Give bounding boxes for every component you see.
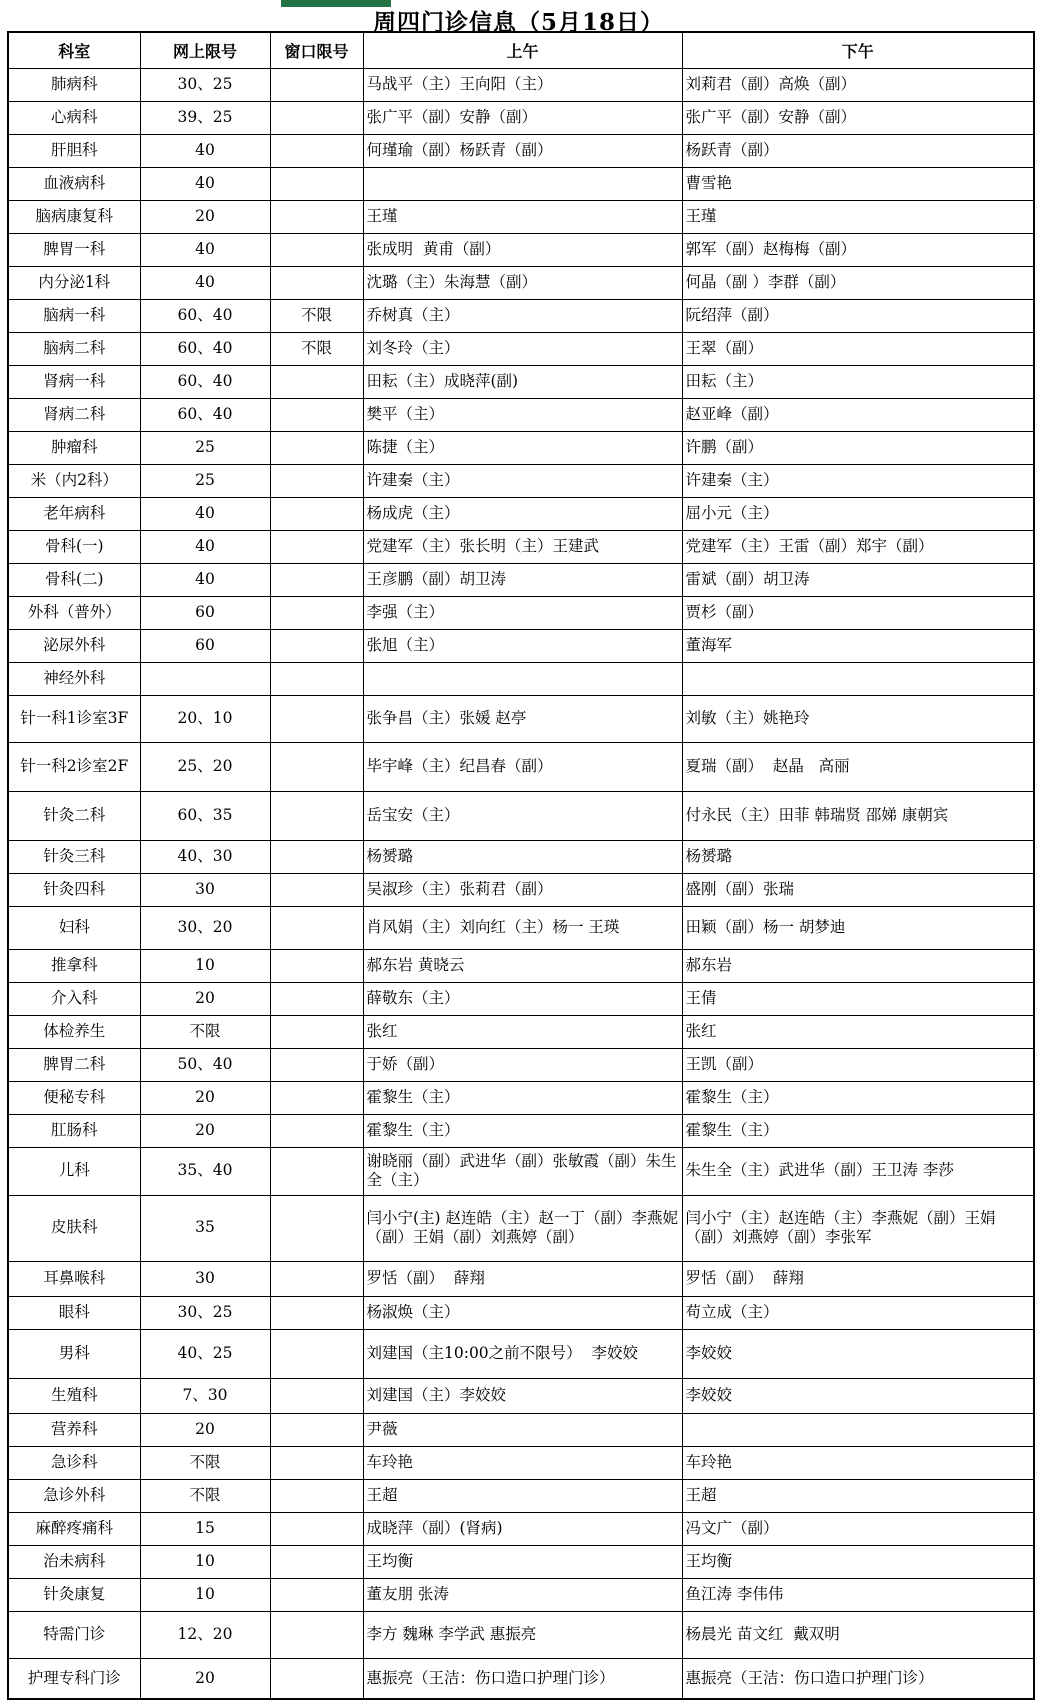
afternoon-doctors-cell: 惠振亮（王洁：伤口造口护理门诊） — [682, 1658, 1034, 1699]
afternoon-doctors-cell: 杨赟璐 — [682, 840, 1034, 873]
online-limit-cell: 40 — [140, 563, 270, 596]
morning-doctors-cell: 杨成虎（主） — [363, 497, 682, 530]
department-cell: 神经外科 — [8, 662, 140, 695]
table-row — [8, 1081, 1034, 1114]
afternoon-doctors-cell: 许建秦（主） — [682, 464, 1034, 497]
window-limit-cell — [270, 1296, 363, 1329]
window-limit-cell — [270, 563, 363, 596]
department-cell: 耳鼻喉科 — [8, 1261, 140, 1296]
morning-doctors-cell: 惠振亮（王洁：伤口造口护理门诊） — [363, 1658, 682, 1699]
table-row — [8, 1545, 1034, 1578]
morning-doctors-cell: 杨淑焕（主） — [363, 1296, 682, 1329]
online-limit-cell: 25、20 — [140, 742, 270, 791]
online-limit-cell: 50、40 — [140, 1048, 270, 1081]
department-cell: 妇科 — [8, 906, 140, 949]
online-limit-cell: 60、40 — [140, 332, 270, 365]
afternoon-doctors-cell: 田耘（主） — [682, 365, 1034, 398]
department-cell: 脑病二科 — [8, 332, 140, 365]
online-limit-cell: 10 — [140, 1545, 270, 1578]
online-limit-cell: 12、20 — [140, 1611, 270, 1658]
window-limit-cell — [270, 982, 363, 1015]
morning-doctors-cell: 于娇（副） — [363, 1048, 682, 1081]
morning-doctors-cell — [363, 662, 682, 695]
online-limit-cell: 35、40 — [140, 1147, 270, 1195]
department-cell: 治未病科 — [8, 1545, 140, 1578]
window-limit-cell: 不限 — [270, 332, 363, 365]
afternoon-doctors-cell: 闫小宁（主）赵连皓（主）李燕妮（副）王娟（副）刘燕婷（副）李张军 — [682, 1195, 1034, 1261]
department-cell: 骨科(二) — [8, 563, 140, 596]
department-cell: 针灸康复 — [8, 1578, 140, 1611]
morning-doctors-cell: 陈捷（主） — [363, 431, 682, 464]
department-cell: 肛肠科 — [8, 1114, 140, 1147]
afternoon-doctors-cell: 李姣姣 — [682, 1378, 1034, 1413]
morning-doctors-cell: 马战平（主）王向阳（主） — [363, 68, 682, 101]
morning-doctors-cell: 王均衡 — [363, 1545, 682, 1578]
department-cell: 血液病科 — [8, 167, 140, 200]
department-cell: 急诊外科 — [8, 1479, 140, 1512]
online-limit-cell: 60 — [140, 596, 270, 629]
window-limit-cell — [270, 431, 363, 464]
window-limit-cell — [270, 662, 363, 695]
department-cell: 骨科(一) — [8, 530, 140, 563]
department-cell: 护理专科门诊 — [8, 1658, 140, 1699]
afternoon-doctors-cell: 王超 — [682, 1479, 1034, 1512]
online-limit-cell: 20 — [140, 1081, 270, 1114]
table-row — [8, 1658, 1034, 1699]
online-limit-cell: 35 — [140, 1195, 270, 1261]
morning-doctors-cell: 肖风娟（主）刘向红（主）杨一 王瑛 — [363, 906, 682, 949]
online-limit-cell: 25 — [140, 464, 270, 497]
online-limit-cell: 20 — [140, 1114, 270, 1147]
online-limit-cell: 60、40 — [140, 398, 270, 431]
morning-doctors-cell: 张争昌（主）张媛 赵亭 — [363, 695, 682, 742]
morning-doctors-cell: 毕宇峰（主）纪昌春（副） — [363, 742, 682, 791]
table-row — [8, 596, 1034, 629]
afternoon-doctors-cell: 王均衡 — [682, 1545, 1034, 1578]
afternoon-doctors-cell: 鱼江涛 李伟伟 — [682, 1578, 1034, 1611]
table-row — [8, 629, 1034, 662]
morning-doctors-cell: 刘建国（主）李姣姣 — [363, 1378, 682, 1413]
window-limit-cell — [270, 906, 363, 949]
window-limit-cell — [270, 101, 363, 134]
online-limit-cell: 10 — [140, 949, 270, 982]
department-cell: 心病科 — [8, 101, 140, 134]
department-cell: 介入科 — [8, 982, 140, 1015]
table-row — [8, 695, 1034, 742]
department-cell: 肿瘤科 — [8, 431, 140, 464]
window-limit-cell — [270, 1658, 363, 1699]
outpatient-schedule-table — [7, 31, 1035, 1700]
table-row — [8, 1147, 1034, 1195]
header-morning: 上午 — [363, 32, 682, 68]
online-limit-cell: 30 — [140, 1261, 270, 1296]
table-row — [8, 167, 1034, 200]
table-row — [8, 365, 1034, 398]
afternoon-doctors-cell: 屈小元（主） — [682, 497, 1034, 530]
afternoon-doctors-cell: 贾杉（副） — [682, 596, 1034, 629]
window-limit-cell — [270, 1048, 363, 1081]
window-limit-cell — [270, 695, 363, 742]
online-limit-cell: 15 — [140, 1512, 270, 1545]
morning-doctors-cell: 李强（主） — [363, 596, 682, 629]
department-cell: 肺病科 — [8, 68, 140, 101]
table-row — [8, 1378, 1034, 1413]
online-limit-cell: 20 — [140, 1658, 270, 1699]
table-row — [8, 791, 1034, 840]
table-row — [8, 662, 1034, 695]
table-row — [8, 101, 1034, 134]
morning-doctors-cell: 闫小宁(主) 赵连皓（主）赵一丁（副）李燕妮（副）王娟（副）刘燕婷（副） — [363, 1195, 682, 1261]
department-cell: 脾胃一科 — [8, 233, 140, 266]
window-limit-cell — [270, 68, 363, 101]
online-limit-cell: 10 — [140, 1578, 270, 1611]
window-limit-cell — [270, 1378, 363, 1413]
online-limit-cell: 不限 — [140, 1446, 270, 1479]
afternoon-doctors-cell: 朱生全（主）武进华（副）王卫涛 李莎 — [682, 1147, 1034, 1195]
morning-doctors-cell: 王彦鹏（副）胡卫涛 — [363, 563, 682, 596]
morning-doctors-cell: 车玲艳 — [363, 1446, 682, 1479]
afternoon-doctors-cell: 张广平（副）安静（副） — [682, 101, 1034, 134]
online-limit-cell: 30、25 — [140, 1296, 270, 1329]
afternoon-doctors-cell: 郭军（副）赵梅梅（副） — [682, 233, 1034, 266]
afternoon-doctors-cell: 霍黎生（主） — [682, 1081, 1034, 1114]
window-limit-cell — [270, 530, 363, 563]
afternoon-doctors-cell — [682, 662, 1034, 695]
morning-doctors-cell: 党建军（主）张长明（主）王建武 — [363, 530, 682, 563]
morning-doctors-cell: 乔树真（主） — [363, 299, 682, 332]
table-row — [8, 398, 1034, 431]
afternoon-doctors-cell: 党建军（主）王雷（副）郑宇（副） — [682, 530, 1034, 563]
afternoon-doctors-cell: 杨晨光 苗文红 戴双明 — [682, 1611, 1034, 1658]
table-row — [8, 497, 1034, 530]
morning-doctors-cell: 何瑾瑜（副）杨跃青（副） — [363, 134, 682, 167]
online-limit-cell: 不限 — [140, 1479, 270, 1512]
afternoon-doctors-cell: 阮绍萍（副） — [682, 299, 1034, 332]
online-limit-cell: 40 — [140, 530, 270, 563]
department-cell: 特需门诊 — [8, 1611, 140, 1658]
department-cell: 针一科2诊室2F — [8, 742, 140, 791]
morning-doctors-cell: 张广平（副）安静（副） — [363, 101, 682, 134]
window-limit-cell — [270, 1413, 363, 1446]
department-cell: 营养科 — [8, 1413, 140, 1446]
online-limit-cell: 30、25 — [140, 68, 270, 101]
department-cell: 脾胃二科 — [8, 1048, 140, 1081]
department-cell: 针一科1诊室3F — [8, 695, 140, 742]
department-cell: 泌尿外科 — [8, 629, 140, 662]
window-limit-cell — [270, 1578, 363, 1611]
department-cell: 推拿科 — [8, 949, 140, 982]
online-limit-cell: 40 — [140, 233, 270, 266]
department-cell: 急诊科 — [8, 1446, 140, 1479]
table-row — [8, 200, 1034, 233]
department-cell: 脑病一科 — [8, 299, 140, 332]
window-limit-cell — [270, 873, 363, 906]
table-row — [8, 1296, 1034, 1329]
online-limit-cell: 39、25 — [140, 101, 270, 134]
morning-doctors-cell: 许建秦（主） — [363, 464, 682, 497]
window-limit-cell — [270, 233, 363, 266]
afternoon-doctors-cell: 董海军 — [682, 629, 1034, 662]
morning-doctors-cell: 董友朋 张涛 — [363, 1578, 682, 1611]
afternoon-doctors-cell: 王瑾 — [682, 200, 1034, 233]
header-window-limit: 窗口限号 — [270, 32, 363, 68]
afternoon-doctors-cell — [682, 1413, 1034, 1446]
table-row — [8, 982, 1034, 1015]
morning-doctors-cell: 沈璐（主）朱海慧（副） — [363, 266, 682, 299]
online-limit-cell: 不限 — [140, 1015, 270, 1048]
table-row — [8, 1413, 1034, 1446]
window-limit-cell — [270, 1147, 363, 1195]
table-row — [8, 1611, 1034, 1658]
department-cell: 儿科 — [8, 1147, 140, 1195]
table-row — [8, 1329, 1034, 1378]
window-limit-cell — [270, 629, 363, 662]
table-row — [8, 233, 1034, 266]
window-limit-cell — [270, 1261, 363, 1296]
header-online-limit: 网上限号 — [140, 32, 270, 68]
department-cell: 肾病二科 — [8, 398, 140, 431]
page-title: 周四门诊信息（5月18日） — [372, 9, 664, 36]
table-row — [8, 332, 1034, 365]
table-row — [8, 1048, 1034, 1081]
morning-doctors-cell: 吴淑珍（主）张莉君（副） — [363, 873, 682, 906]
window-limit-cell — [270, 497, 363, 530]
table-row — [8, 530, 1034, 563]
department-cell: 麻醉疼痛科 — [8, 1512, 140, 1545]
department-cell: 肾病一科 — [8, 365, 140, 398]
department-cell: 外科（普外） — [8, 596, 140, 629]
department-cell: 针灸三科 — [8, 840, 140, 873]
online-limit-cell: 40 — [140, 497, 270, 530]
morning-doctors-cell: 成晓萍（副）(肾病) — [363, 1512, 682, 1545]
table-row — [8, 1015, 1034, 1048]
online-limit-cell: 30 — [140, 873, 270, 906]
window-limit-cell — [270, 167, 363, 200]
morning-doctors-cell — [363, 167, 682, 200]
window-limit-cell — [270, 1446, 363, 1479]
online-limit-cell: 20、10 — [140, 695, 270, 742]
afternoon-doctors-cell: 许鹏（副） — [682, 431, 1034, 464]
window-limit-cell: 不限 — [270, 299, 363, 332]
window-limit-cell — [270, 840, 363, 873]
online-limit-cell: 60、40 — [140, 365, 270, 398]
table-header-row — [8, 32, 1034, 68]
morning-doctors-cell: 张成明 黄甫（副） — [363, 233, 682, 266]
department-cell: 眼科 — [8, 1296, 140, 1329]
online-limit-cell: 60 — [140, 629, 270, 662]
header-afternoon: 下午 — [682, 32, 1034, 68]
department-cell: 针灸二科 — [8, 791, 140, 840]
department-cell: 针灸四科 — [8, 873, 140, 906]
window-limit-cell — [270, 1545, 363, 1578]
afternoon-doctors-cell: 曹雪艳 — [682, 167, 1034, 200]
morning-doctors-cell: 杨赟璐 — [363, 840, 682, 873]
header-department: 科室 — [8, 32, 140, 68]
department-cell: 脑病康复科 — [8, 200, 140, 233]
window-limit-cell — [270, 1015, 363, 1048]
department-cell: 肝胆科 — [8, 134, 140, 167]
window-limit-cell — [270, 266, 363, 299]
online-limit-cell: 40 — [140, 167, 270, 200]
afternoon-doctors-cell: 霍黎生（主） — [682, 1114, 1034, 1147]
afternoon-doctors-cell: 付永民（主）田菲 韩瑞贤 邵娣 康朝宾 — [682, 791, 1034, 840]
department-cell: 便秘专科 — [8, 1081, 140, 1114]
morning-doctors-cell: 刘建国（主10:00之前不限号） 李姣姣 — [363, 1329, 682, 1378]
department-cell: 米（内2科） — [8, 464, 140, 497]
department-cell: 生殖科 — [8, 1378, 140, 1413]
window-limit-cell — [270, 742, 363, 791]
morning-doctors-cell: 王超 — [363, 1479, 682, 1512]
afternoon-doctors-cell: 雷斌（副）胡卫涛 — [682, 563, 1034, 596]
online-limit-cell — [140, 662, 270, 695]
table-row — [8, 464, 1034, 497]
table-row — [8, 563, 1034, 596]
window-limit-cell — [270, 791, 363, 840]
morning-doctors-cell: 薛敬东（主） — [363, 982, 682, 1015]
afternoon-doctors-cell: 王翠（副） — [682, 332, 1034, 365]
online-limit-cell: 40、30 — [140, 840, 270, 873]
morning-doctors-cell: 岳宝安（主） — [363, 791, 682, 840]
morning-doctors-cell: 李方 魏琳 李学武 惠振亮 — [363, 1611, 682, 1658]
table-row — [8, 1578, 1034, 1611]
morning-doctors-cell: 霍黎生（主） — [363, 1081, 682, 1114]
window-limit-cell — [270, 1329, 363, 1378]
window-limit-cell — [270, 200, 363, 233]
table-row — [8, 266, 1034, 299]
table-row — [8, 840, 1034, 873]
department-cell: 男科 — [8, 1329, 140, 1378]
window-limit-cell — [270, 1195, 363, 1261]
afternoon-doctors-cell: 杨跃青（副） — [682, 134, 1034, 167]
window-limit-cell — [270, 1512, 363, 1545]
table-row — [8, 68, 1034, 101]
afternoon-doctors-cell: 张红 — [682, 1015, 1034, 1048]
table-row — [8, 1446, 1034, 1479]
morning-doctors-cell: 尹薇 — [363, 1413, 682, 1446]
afternoon-doctors-cell: 郝东岩 — [682, 949, 1034, 982]
morning-doctors-cell: 郝东岩 黄晓云 — [363, 949, 682, 982]
table-row — [8, 1512, 1034, 1545]
afternoon-doctors-cell: 盛刚（副）张瑞 — [682, 873, 1034, 906]
window-limit-cell — [270, 1479, 363, 1512]
window-limit-cell — [270, 1081, 363, 1114]
table-row — [8, 906, 1034, 949]
afternoon-doctors-cell: 何晶（副 ）李群（副） — [682, 266, 1034, 299]
online-limit-cell: 40、25 — [140, 1329, 270, 1378]
table-row — [8, 431, 1034, 464]
afternoon-doctors-cell: 李姣姣 — [682, 1329, 1034, 1378]
morning-doctors-cell: 刘冬玲（主） — [363, 332, 682, 365]
online-limit-cell: 40 — [140, 266, 270, 299]
afternoon-doctors-cell: 王凯（副） — [682, 1048, 1034, 1081]
window-limit-cell — [270, 949, 363, 982]
window-limit-cell — [270, 134, 363, 167]
afternoon-doctors-cell: 冯文广（副） — [682, 1512, 1034, 1545]
morning-doctors-cell: 谢晓丽（副）武进华（副）张敏霞（副）朱生全（主） — [363, 1147, 682, 1195]
window-limit-cell — [270, 596, 363, 629]
afternoon-doctors-cell: 苟立成（主） — [682, 1296, 1034, 1329]
table-row — [8, 134, 1034, 167]
table-row — [8, 299, 1034, 332]
department-cell: 体检养生 — [8, 1015, 140, 1048]
morning-doctors-cell: 罗恬（副） 薛翔 — [363, 1261, 682, 1296]
online-limit-cell: 20 — [140, 1413, 270, 1446]
afternoon-doctors-cell: 田颖（副）杨一 胡梦迪 — [682, 906, 1034, 949]
window-limit-cell — [270, 398, 363, 431]
window-limit-cell — [270, 464, 363, 497]
table-row — [8, 1195, 1034, 1261]
table-row — [8, 949, 1034, 982]
department-cell: 老年病科 — [8, 497, 140, 530]
afternoon-doctors-cell: 车玲艳 — [682, 1446, 1034, 1479]
online-limit-cell: 60、35 — [140, 791, 270, 840]
window-limit-cell — [270, 365, 363, 398]
table-row — [8, 1114, 1034, 1147]
afternoon-doctors-cell: 王倩 — [682, 982, 1034, 1015]
window-limit-cell — [270, 1611, 363, 1658]
table-row — [8, 742, 1034, 791]
department-cell: 皮肤科 — [8, 1195, 140, 1261]
afternoon-doctors-cell: 赵亚峰（副） — [682, 398, 1034, 431]
window-limit-cell — [270, 1114, 363, 1147]
department-cell: 内分泌1科 — [8, 266, 140, 299]
online-limit-cell: 25 — [140, 431, 270, 464]
afternoon-doctors-cell: 夏瑞（副） 赵晶 高丽 — [682, 742, 1034, 791]
afternoon-doctors-cell: 罗恬（副） 薛翔 — [682, 1261, 1034, 1296]
online-limit-cell: 30、20 — [140, 906, 270, 949]
morning-doctors-cell: 田耘（主）成晓萍(副) — [363, 365, 682, 398]
afternoon-doctors-cell: 刘莉君（副）高焕（副） — [682, 68, 1034, 101]
table-row — [8, 1261, 1034, 1296]
table-row — [8, 1479, 1034, 1512]
morning-doctors-cell: 王瑾 — [363, 200, 682, 233]
online-limit-cell: 20 — [140, 200, 270, 233]
online-limit-cell: 40 — [140, 134, 270, 167]
table-row — [8, 873, 1034, 906]
afternoon-doctors-cell: 刘敏（主）姚艳玲 — [682, 695, 1034, 742]
morning-doctors-cell: 张旭（主） — [363, 629, 682, 662]
morning-doctors-cell: 霍黎生（主） — [363, 1114, 682, 1147]
online-limit-cell: 60、40 — [140, 299, 270, 332]
morning-doctors-cell: 张红 — [363, 1015, 682, 1048]
morning-doctors-cell: 樊平（主） — [363, 398, 682, 431]
online-limit-cell: 20 — [140, 982, 270, 1015]
online-limit-cell: 7、30 — [140, 1378, 270, 1413]
